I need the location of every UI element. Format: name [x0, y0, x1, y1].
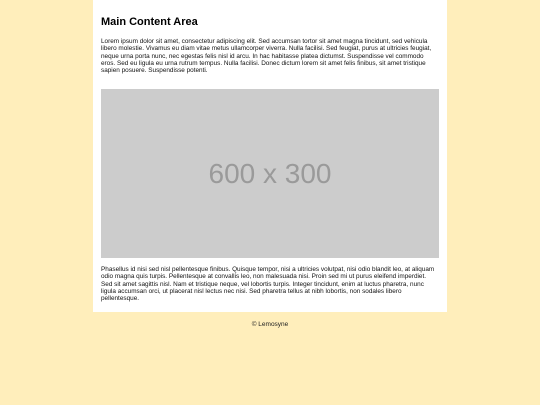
main-content-card: [93, 0, 447, 312]
placeholder-image-label: 600 x 300: [208, 157, 332, 189]
body-paragraph: Phasellus id nisi sed nisl pellentesque finibus. Quisque tempor, nisi a ultricies volutpat, nisi odio blandit leo, at aliquam odio magna quis turpis. Pellentesque at convallis leo, non malesuada nisi. Proin sed mi ut purus eleifend imperdiet. Sed sit amet sagittis nisl. Nam et tristique neque, vel lobortis turpis. Integer tincidunt, enim at luctus pharetra, nunc ligula accumsan orci, ut placerat nisl lectus nec nisi. Sed pharetra tellus at nibh lobortis, non sodales libero pellentesque.: [101, 266, 435, 303]
intro-paragraph: Lorem ipsum dolor sit amet, consectetur adipiscing elit. Sed accumsan tortor sit amet magna tincidunt, sed vehicula libero molestie. Vivamus eu diam vitae metus ullamcorper viverra. Nulla facilisi. Sed feugiat, purus at ultricies feugiat, neque urna porta nunc, nec egestas felis nisl id arcu. In hac habitasse platea dictumst. Suspendisse vel commodo eros. Sed eu ligula eu urna rutrum tempus. Nulla facilisi. Donec dictum lorem sit amet felis finibus, sit amet tristique sapien posuere. Suspendisse potenti.: [101, 38, 432, 75]
page-title: Main Content Area: [101, 16, 198, 28]
placeholder-image: [101, 89, 439, 258]
footer-copyright: © Lemosyne: [251, 321, 289, 328]
